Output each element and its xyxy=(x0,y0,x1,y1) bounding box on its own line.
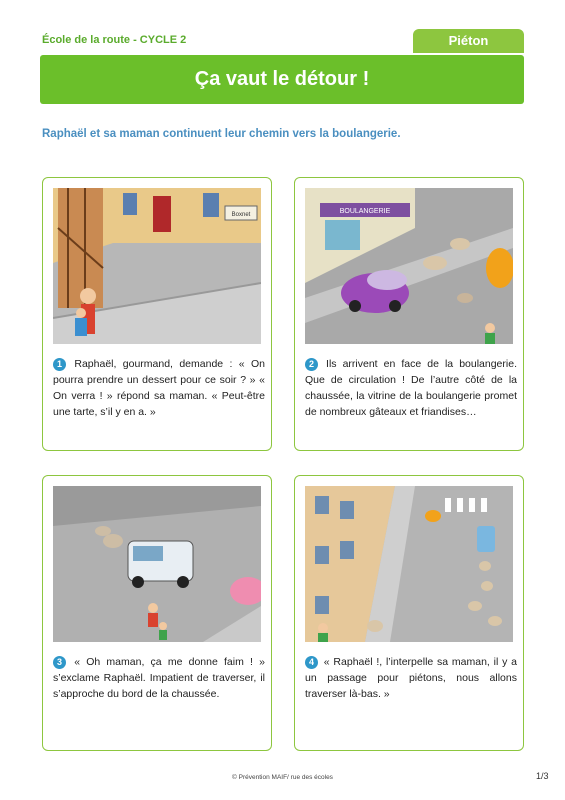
svg-text:Boxnet: Boxnet xyxy=(231,212,251,218)
page-number: 1/3 xyxy=(536,771,549,781)
panel-3-illustration xyxy=(53,486,261,642)
panel-2 xyxy=(294,177,524,451)
bakery-sign xyxy=(320,203,410,217)
panel-3-text: « Oh maman, ça me donne faim ! » s’exclame Raphaël. Impatient de traverser, il s’approche du bord de la chaussée. xyxy=(53,656,265,700)
panel-2-text: Ils arrivent en face de la boulangerie. Que de circulation ! De l’autre côté de la chaussée, la vitrine de la boulangerie promet de nombreux gâteaux et friandises… xyxy=(305,358,517,418)
page-title: Ça vaut le détour ! xyxy=(40,55,524,104)
panel-2-number: 2 xyxy=(305,358,318,371)
panel-1-illustration xyxy=(53,188,261,344)
panel-3 xyxy=(42,475,272,751)
category-tab: Piéton xyxy=(413,29,524,53)
panel-2-illustration xyxy=(305,188,513,344)
series-label: École de la route - CYCLE 2 xyxy=(42,34,187,46)
panel-1 xyxy=(42,177,272,451)
panel-4-number: 4 xyxy=(305,656,318,669)
svg-text:BOULANGERIE: BOULANGERIE xyxy=(339,208,391,215)
panel-1-number: 1 xyxy=(53,358,66,371)
footer-credit: © Prévention MAIF/ rue des écoles xyxy=(232,774,333,781)
panel-4 xyxy=(294,475,524,751)
panel-4-illustration xyxy=(305,486,513,642)
shop-sign xyxy=(225,206,257,220)
panel-3-number: 3 xyxy=(53,656,66,669)
panel-4-text: « Raphaël !, l’interpelle sa maman, il y a un passage pour piétons, nous allons traverser là-bas. » xyxy=(305,656,517,700)
intro-text: Raphaël et sa maman continuent leur chemin vers la boulangerie. xyxy=(42,128,401,140)
panel-1-text: Raphaël, gourmand, demande : « On pourra prendre un dessert pour ce soir ? » « On verra ! » répond sa maman. « Peut-être une tarte, s’il y en a. » xyxy=(53,358,265,418)
